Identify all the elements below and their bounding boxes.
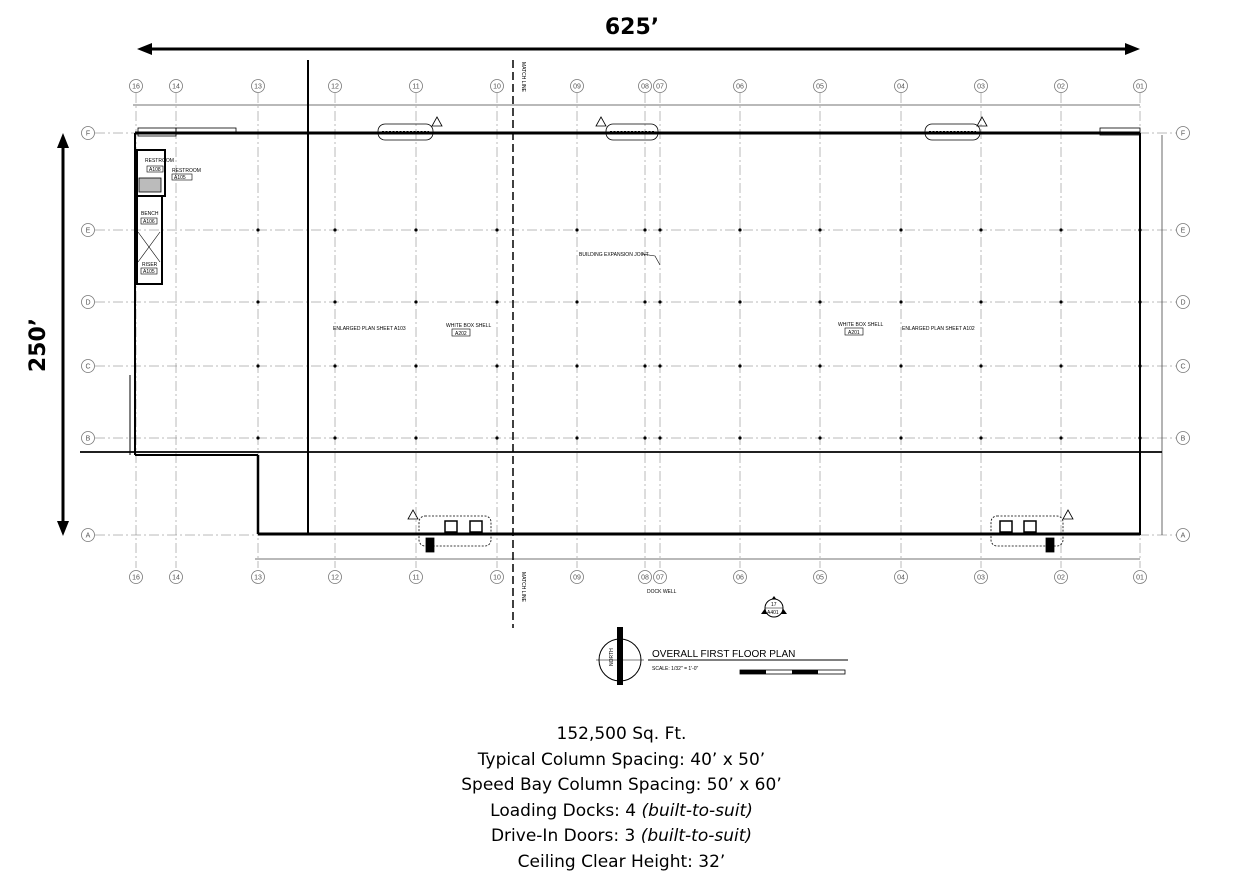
spec-drive-in-doors xyxy=(0,824,1243,850)
grid-label-col-16-bottom: 16 xyxy=(132,574,140,582)
grid-label-col-03-bottom: 03 xyxy=(977,574,985,582)
structural-column xyxy=(256,364,259,367)
grid-label-row-F-right: F xyxy=(1180,130,1186,138)
structural-column xyxy=(818,436,821,439)
width-dimension xyxy=(137,15,1140,55)
grid-label-col-08-bottom: 08 xyxy=(641,574,649,582)
structural-column xyxy=(658,300,661,303)
building-specs xyxy=(0,722,1243,875)
structural-column xyxy=(818,364,821,367)
grid-label-row-B-right: B xyxy=(1180,435,1186,443)
grid-label-col-11-top: 11 xyxy=(412,83,420,91)
structural-column xyxy=(333,364,336,367)
drawing-scale: SCALE: 1/32" = 1'-0" xyxy=(652,666,699,672)
grid-label-row-C-left: C xyxy=(85,363,91,371)
grid-label-col-10-top: 10 xyxy=(493,83,501,91)
grid-label-col-01-top: 01 xyxy=(1136,83,1144,91)
structural-column xyxy=(1059,364,1062,367)
match-line-label-top: MATCH LINE xyxy=(520,62,526,92)
expansion-joint-label: BUILDING EXPANSION JOINT xyxy=(579,252,649,258)
grid-label-col-02-top: 02 xyxy=(1057,83,1065,91)
structural-columns xyxy=(256,228,1141,439)
loading-docks xyxy=(408,510,1073,552)
grid-label-col-07-bottom: 07 xyxy=(656,574,664,582)
structural-column xyxy=(414,228,417,231)
structural-column xyxy=(899,364,902,367)
grid-label-col-04-top: 04 xyxy=(897,83,905,91)
restroom-2-ref: A105 xyxy=(174,175,186,181)
grid-label-row-A-left: A xyxy=(85,532,91,540)
white-box-left-ref: A202 xyxy=(455,331,467,337)
restroom-1-label: RESTROOM xyxy=(145,158,174,164)
structural-column xyxy=(899,228,902,231)
white-box-left-label: WHITE BOX SHELL xyxy=(446,323,492,329)
grid-label-col-09-bottom: 09 xyxy=(573,574,581,582)
height-dimension xyxy=(26,133,69,536)
bench-ref: A106 xyxy=(143,219,155,225)
white-box-right-ref: A201 xyxy=(848,330,860,336)
structural-column xyxy=(256,228,259,231)
structural-column xyxy=(899,436,902,439)
structural-column xyxy=(1059,300,1062,303)
structural-column xyxy=(414,300,417,303)
structural-column xyxy=(658,364,661,367)
structural-column xyxy=(256,300,259,303)
structural-column xyxy=(899,300,902,303)
structural-column xyxy=(738,436,741,439)
structural-column xyxy=(333,300,336,303)
structural-column xyxy=(738,300,741,303)
enlarged-plan-left-label: ENLARGED PLAN SHEET A103 xyxy=(333,326,406,332)
structural-column xyxy=(414,364,417,367)
section-ref-top: 17 xyxy=(771,602,777,608)
grid-label-col-03-top: 03 xyxy=(977,83,985,91)
structural-column xyxy=(979,228,982,231)
height-label: 250’ xyxy=(26,317,51,373)
structural-column xyxy=(333,228,336,231)
structural-column xyxy=(256,436,259,439)
structural-column xyxy=(414,436,417,439)
grid-label-row-B-left: B xyxy=(85,435,91,443)
riser-ref: A105 xyxy=(143,269,155,275)
grid-label-row-E-left: E xyxy=(85,227,91,235)
grid-label-col-16-top: 16 xyxy=(132,83,140,91)
structural-column xyxy=(575,364,578,367)
grid-label-row-F-left: F xyxy=(85,130,91,138)
dock-well-label: DOCK WELL xyxy=(647,589,677,595)
spec-area: 152,500 Sq. Ft. xyxy=(556,724,687,744)
grid-label-col-13-bottom: 13 xyxy=(254,574,262,582)
structural-column xyxy=(658,436,661,439)
structural-column xyxy=(643,228,646,231)
spec-drive-in-label: Drive-In Doors: 3 xyxy=(490,826,636,846)
drawing-title: OVERALL FIRST FLOOR PLAN xyxy=(652,649,796,660)
grid-label-col-05-top: 05 xyxy=(816,83,824,91)
column-grid-bubbles xyxy=(82,80,1190,584)
spec-drive-in-note: (built-to-suit) xyxy=(640,826,753,846)
grid-label-row-D-left: D xyxy=(85,299,91,307)
grid-label-col-06-top: 06 xyxy=(736,83,744,91)
riser-label: RISER xyxy=(142,262,158,268)
north-arrow-label: NORTH xyxy=(609,648,615,666)
structural-column xyxy=(979,300,982,303)
structural-column xyxy=(575,436,578,439)
structural-column xyxy=(495,364,498,367)
spec-typical-spacing: Typical Column Spacing: 40’ x 50’ xyxy=(477,749,766,770)
grid-label-col-12-bottom: 12 xyxy=(331,574,339,582)
structural-column xyxy=(495,300,498,303)
enlarged-plan-right-label: ENLARGED PLAN SHEET A102 xyxy=(902,326,975,332)
grid-label-col-14-bottom: 14 xyxy=(172,574,180,582)
structural-column xyxy=(738,364,741,367)
structural-column xyxy=(643,364,646,367)
grid-label-col-02-bottom: 02 xyxy=(1057,574,1065,582)
structural-column xyxy=(818,300,821,303)
structural-column xyxy=(979,436,982,439)
grid-label-col-05-bottom: 05 xyxy=(816,574,824,582)
structural-column xyxy=(575,300,578,303)
grid-label-col-13-top: 13 xyxy=(254,83,262,91)
structural-column xyxy=(495,436,498,439)
restroom-2-label: RESTROOM xyxy=(172,168,201,174)
grid-label-col-06-bottom: 06 xyxy=(736,574,744,582)
grid-label-row-E-right: E xyxy=(1180,227,1186,235)
grid-label-col-01-bottom: 01 xyxy=(1136,574,1144,582)
structural-column xyxy=(333,436,336,439)
structural-column xyxy=(738,228,741,231)
structural-column xyxy=(1059,228,1062,231)
structural-column xyxy=(643,300,646,303)
structural-column xyxy=(643,436,646,439)
structural-column xyxy=(818,228,821,231)
grid-label-row-A-right: A xyxy=(1180,532,1186,540)
match-line xyxy=(513,60,526,628)
structural-column xyxy=(495,228,498,231)
section-ref-bottom: A401 xyxy=(767,610,779,616)
spec-speed-bay-spacing: Speed Bay Column Spacing: 50’ x 60’ xyxy=(461,775,782,795)
grid-label-row-D-right: D xyxy=(1180,299,1186,307)
top-overhead-doors xyxy=(378,117,987,140)
structural-column xyxy=(658,228,661,231)
grid-label-col-07-top: 07 xyxy=(656,83,664,91)
top-dimension-string xyxy=(133,105,1162,559)
spec-loading-docks-label: Loading Docks: 4 xyxy=(490,800,637,821)
spec-loading-docks-note: (built-to-suit) xyxy=(641,800,753,821)
spec-loading-docks xyxy=(0,799,1243,825)
structural-column xyxy=(979,364,982,367)
restroom-block xyxy=(137,150,201,284)
section-reference-marker xyxy=(761,596,787,617)
grid-label-col-09-top: 09 xyxy=(573,83,581,91)
bench-label: BENCH xyxy=(141,211,159,217)
structural-column xyxy=(1059,436,1062,439)
width-label: 625’ xyxy=(604,15,660,40)
restroom-1-ref: A108 xyxy=(149,167,161,173)
grid-label-col-04-bottom: 04 xyxy=(897,574,905,582)
grid-label-col-12-top: 12 xyxy=(331,83,339,91)
grid-label-col-14-top: 14 xyxy=(172,83,180,91)
drawing-title-block xyxy=(596,627,848,685)
grid-label-col-08-top: 08 xyxy=(641,83,649,91)
white-box-right-label: WHITE BOX SHELL xyxy=(838,322,884,328)
spec-ceiling-height: Ceiling Clear Height: 32’ xyxy=(517,851,726,872)
grid-label-col-11-bottom: 11 xyxy=(412,574,420,582)
match-line-label-bottom: MATCH LINE xyxy=(520,572,526,602)
structural-column xyxy=(575,228,578,231)
grid-label-col-10-bottom: 10 xyxy=(493,574,501,582)
grid-label-row-C-right: C xyxy=(1180,363,1186,371)
